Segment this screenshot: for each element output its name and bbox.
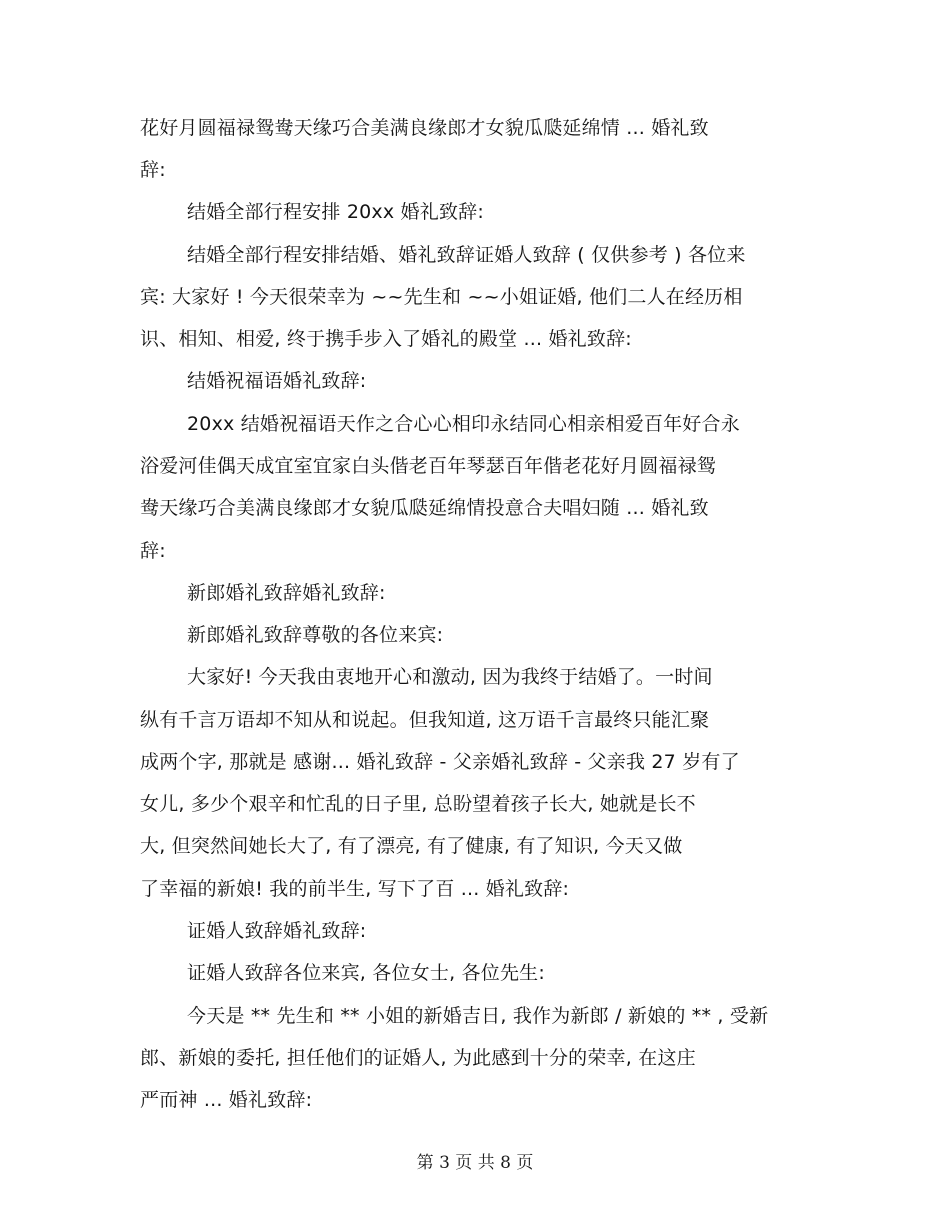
section-heading: 结婚全部行程安排 20xx 婚礼致辞: <box>187 201 484 223</box>
paragraph-line: 今天是 ** 先生和 ** 小姐的新婚吉日, 我作为新郎 / 新娘的 ** , 受新 <box>187 1005 769 1027</box>
paragraph-line: 20xx 结婚祝福语天作之合心心相印永结同心相亲相爱百年好合永 <box>187 413 740 435</box>
paragraph-line: 大家好! 今天我由衷地开心和激动, 因为我终于结婚了。一时间 <box>187 666 713 688</box>
paragraph-line: 严而神 ... 婚礼致辞: <box>140 1089 313 1111</box>
paragraph-line: 证婚人致辞各位来宾, 各位女士, 各位先生: <box>187 962 545 984</box>
paragraph-line: 结婚全部行程安排结婚、婚礼致辞证婚人致辞 ( 仅供参考 ) 各位来 <box>187 244 746 266</box>
paragraph-line: 新郎婚礼致辞尊敬的各位来宾: <box>187 624 444 646</box>
paragraph-line: 了幸福的新娘! 我的前半生, 写下了百 ... 婚礼致辞: <box>140 878 570 900</box>
paragraph-line: 识、相知、相爱, 终于携手步入了婚礼的殿堂 ... 婚礼致辞: <box>140 328 632 350</box>
paragraph-line: 郎、新娘的委托, 担任他们的证婚人, 为此感到十分的荣幸, 在这庄 <box>140 1047 696 1069</box>
paragraph-line: 花好月圆福禄鸳鸯天缘巧合美满良缘郎才女貌瓜瓞延绵情 ... 婚礼致 <box>140 117 709 139</box>
paragraph-line: 大, 但突然间她长大了, 有了漂亮, 有了健康, 有了知识, 今天又做 <box>140 835 683 857</box>
paragraph-line: 浴爱河佳偶天成宜室宜家白头偕老百年琴瑟百年偕老花好月圆福禄鸳 <box>140 455 717 477</box>
paragraph-line: 鸯天缘巧合美满良缘郎才女貌瓜瓞延绵情投意合夫唱妇随 ... 婚礼致 <box>140 497 709 519</box>
paragraph-line: 辞: <box>140 540 166 562</box>
paragraph-line: 女儿, 多少个艰辛和忙乱的日子里, 总盼望着孩子长大, 她就是长不 <box>140 793 696 815</box>
paragraph-line: 辞: <box>140 159 166 181</box>
page-number-footer: 第 3 页 共 8 页 <box>416 1153 534 1173</box>
paragraph-line: 纵有千言万语却不知从和说起。但我知道, 这万语千言最终只能汇聚 <box>140 709 710 731</box>
section-heading: 新郎婚礼致辞婚礼致辞: <box>187 582 386 604</box>
section-heading: 证婚人致辞婚礼致辞: <box>187 920 367 942</box>
paragraph-line: 宾: 大家好 ! 今天很荣幸为 ~~先生和 ~~小姐证婚, 他们二人在经历相 <box>140 286 743 308</box>
section-heading: 结婚祝福语婚礼致辞: <box>187 370 367 392</box>
paragraph-line: 成两个字, 那就是 感谢... 婚礼致辞 - 父亲婚礼致辞 - 父亲我 27 岁有了 <box>140 751 740 773</box>
